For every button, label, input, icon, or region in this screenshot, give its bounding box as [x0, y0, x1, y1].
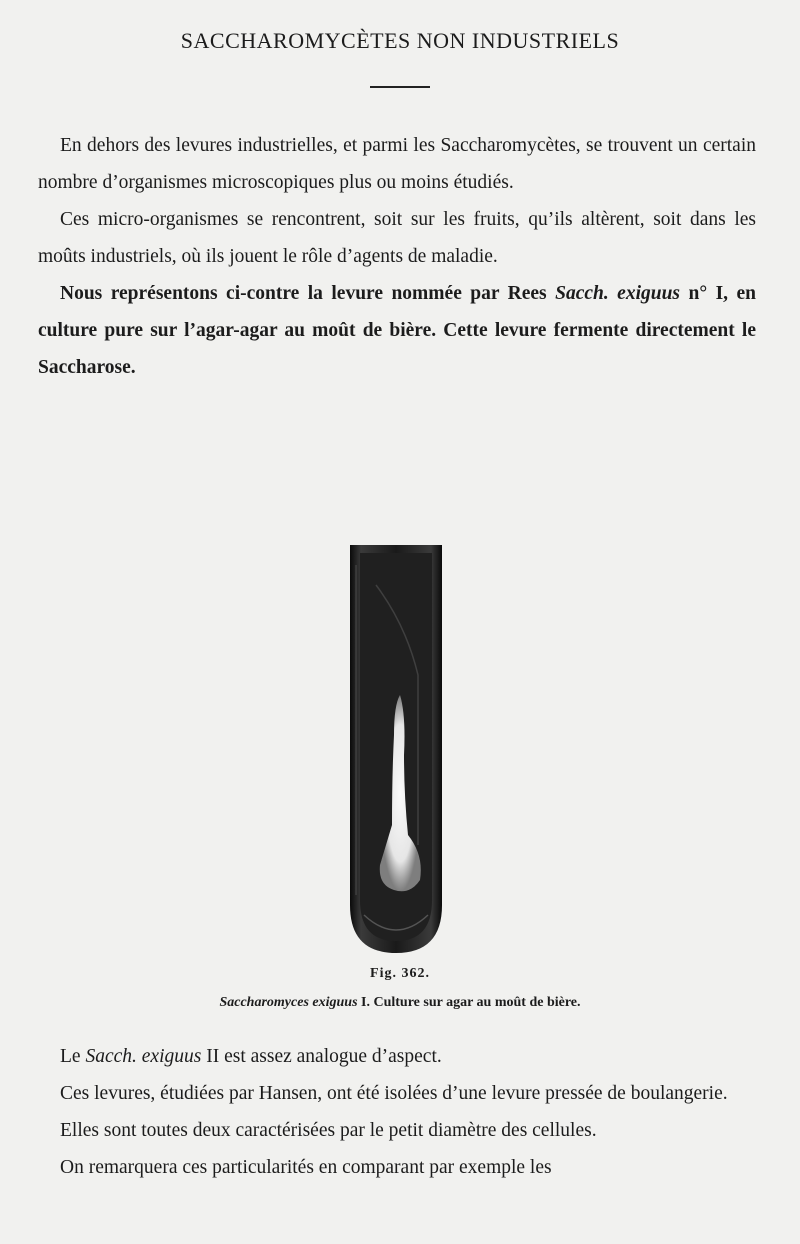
- p3-species: Sacch. exiguus: [555, 283, 681, 304]
- p3-text-a: Nous représentons ci-contre la levure nommée par Rees: [60, 283, 556, 304]
- figure-number: Fig. 362.: [370, 966, 430, 981]
- o1-text-a: Le: [60, 1046, 86, 1067]
- p3-text-c: n° I, en culture pure sur l’agar-agar au moût de bière. Cette levure fermente directement le Saccharose.: [38, 283, 756, 378]
- culture-tube-figure: [346, 545, 446, 955]
- outro-text: [38, 1038, 756, 1186]
- figure-caption: [0, 995, 800, 1011]
- caption-rest: I. Culture sur agar au moût de bière.: [357, 995, 581, 1010]
- title-rule: [370, 86, 430, 88]
- o1-species: Sacch. exiguus: [85, 1046, 202, 1067]
- intro-paragraph-3: [38, 275, 756, 386]
- outro-paragraph-2: Ces levures, étudiées par Hansen, ont été isolées d’une levure pressée de boulangerie.: [60, 1083, 728, 1104]
- o1-text-c: II est assez analogue d’aspect.: [201, 1046, 442, 1067]
- outro-paragraph-3: Elles sont toutes deux caractérisées par le petit diamètre des cellules.: [60, 1120, 597, 1141]
- outro-paragraph-1: [38, 1038, 756, 1075]
- outro-paragraph-4: On remarquera ces particularités en comparant par exemple les: [60, 1157, 552, 1178]
- intro-paragraph-2: Ces micro-organismes se rencontrent, soit sur les fruits, qu’ils altèrent, soit dans les moûts industriels, où ils jouent le rôle d’agents de maladie.: [38, 209, 756, 267]
- intro-paragraph-1: En dehors des levures industrielles, et parmi les Saccharomycètes, se trouvent un certain nombre d’organismes microscopiques plus ou moins étudiés.: [38, 135, 756, 193]
- page-title: SACCHAROMYCÈTES NON INDUSTRIELS: [180, 28, 620, 53]
- caption-species: Saccharomyces exiguus: [219, 995, 358, 1010]
- intro-text: [38, 127, 756, 386]
